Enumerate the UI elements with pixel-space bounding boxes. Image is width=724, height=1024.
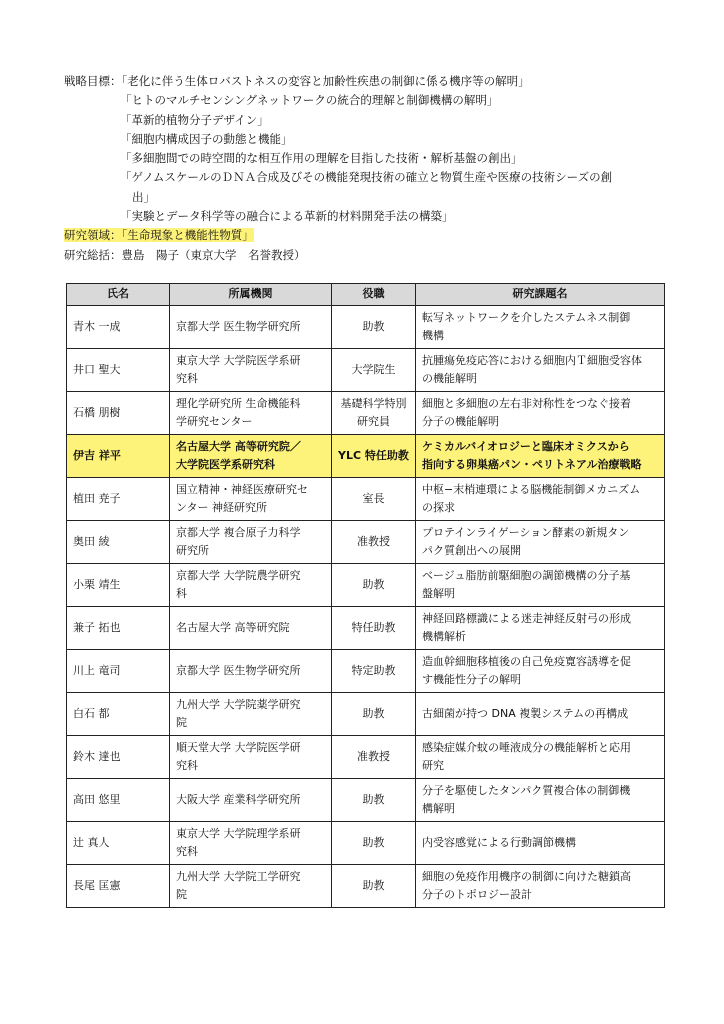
institution-line: 究科 bbox=[176, 372, 198, 385]
position-cell bbox=[332, 306, 416, 349]
position-cell bbox=[332, 822, 416, 865]
research-title-line: 中枢−末梢連環による脳機能制御メカニズム bbox=[422, 482, 641, 496]
researcher-name bbox=[67, 392, 170, 435]
institution-cell bbox=[170, 392, 332, 435]
institution-cell bbox=[170, 564, 332, 607]
institution-line: 京都大学 複合原子力科学 bbox=[176, 525, 301, 539]
research-title-cell bbox=[416, 607, 665, 650]
research-title-line: 分子のトポロジー設計 bbox=[422, 888, 532, 901]
research-title-cell bbox=[416, 392, 665, 435]
goal-item: 「ゲノムスケールのＤＮＡ合成及びその機能発現技術の確立と物質生産や医療の技術シーズの創 bbox=[120, 170, 613, 185]
researcher-name bbox=[67, 435, 170, 478]
researcher-name-text: 鈴木 達也 bbox=[73, 749, 121, 763]
researcher-name-text: 奥田 綾 bbox=[73, 534, 110, 548]
institution-line: 究科 bbox=[176, 845, 198, 858]
research-area: 研究領域：「生命現象と機能性物質」 bbox=[64, 228, 254, 243]
institution-line: 京都大学 医生物学研究所 bbox=[176, 663, 301, 677]
position-cell bbox=[332, 865, 416, 908]
researcher-name-text: 石橋 朋樹 bbox=[73, 405, 121, 419]
researcher-name bbox=[67, 822, 170, 865]
position-text: 特定助教 bbox=[351, 663, 396, 677]
research-title-cell bbox=[416, 435, 665, 478]
institution-line: 学研究センター bbox=[176, 415, 253, 428]
institution-line: 九州大学 大学院薬学研究 bbox=[176, 697, 301, 711]
research-title-line: 構解明 bbox=[422, 802, 455, 815]
researcher-name-text: 伊吉 祥平 bbox=[73, 448, 121, 462]
table-row bbox=[67, 435, 665, 478]
table-row bbox=[67, 865, 665, 908]
research-title-line: 研究 bbox=[422, 759, 444, 772]
goal-item: 「多細胞間での時空間的な相互作用の理解を目指した技術・解析基盤の創出」 bbox=[120, 151, 523, 166]
column-header-name: 氏名 bbox=[67, 284, 170, 306]
research-title-cell bbox=[416, 736, 665, 779]
institution-line: 理化学研究所 生命機能科 bbox=[176, 396, 301, 410]
research-title-cell bbox=[416, 521, 665, 564]
goal-item-continuation: 出」 bbox=[132, 189, 155, 204]
research-title-line: 機構 bbox=[422, 329, 444, 342]
institution-cell bbox=[170, 478, 332, 521]
position-cell bbox=[332, 693, 416, 736]
research-title-cell bbox=[416, 306, 665, 349]
institution-line: 京都大学 医生物学研究所 bbox=[176, 319, 301, 333]
position-cell bbox=[332, 564, 416, 607]
institution-cell bbox=[170, 521, 332, 564]
research-title-line: 分子の機能解明 bbox=[422, 415, 499, 428]
researcher-name bbox=[67, 779, 170, 822]
position-cell bbox=[332, 650, 416, 693]
position-cell bbox=[332, 349, 416, 392]
institution-line: 院 bbox=[176, 716, 187, 729]
goal-item: 「実験とデータ科学等の融合による革新的材料開発手法の構築」 bbox=[120, 209, 454, 224]
institution-cell bbox=[170, 865, 332, 908]
table-row bbox=[67, 736, 665, 779]
table-row bbox=[67, 779, 665, 822]
institution-line: 大学院医学系研究科 bbox=[176, 458, 275, 471]
research-title-line: の探求 bbox=[422, 501, 455, 514]
researcher-name bbox=[67, 650, 170, 693]
institution-line: 院 bbox=[176, 888, 187, 901]
institution-cell bbox=[170, 693, 332, 736]
research-title-cell bbox=[416, 822, 665, 865]
research-title-line: 造血幹細胞移植後の自己免疫寛容誘導を促 bbox=[422, 654, 631, 668]
institution-cell bbox=[170, 736, 332, 779]
institution-cell bbox=[170, 306, 332, 349]
researcher-name-text: 小栗 靖生 bbox=[73, 577, 121, 591]
researcher-name-text: 白石 都 bbox=[73, 706, 110, 720]
research-title-line: 転写ネットワークを介したステムネス制御 bbox=[422, 310, 631, 324]
institution-cell bbox=[170, 822, 332, 865]
research-title-line: プロテインライゲーション酵素の新規タン bbox=[422, 525, 630, 539]
researcher-name-text: 井口 聖大 bbox=[73, 362, 121, 376]
institution-line: 東京大学 大学院医学系研 bbox=[176, 353, 301, 367]
position-cell bbox=[332, 779, 416, 822]
institution-line: 京都大学 大学院農学研究 bbox=[176, 568, 301, 582]
researcher-name-text: 青木 一成 bbox=[73, 319, 121, 333]
institution-line: 東京大学 大学院理学系研 bbox=[176, 826, 301, 840]
research-title-line: パク質創出への展開 bbox=[422, 544, 521, 557]
position-text: 特任助教 bbox=[351, 620, 396, 634]
institution-cell bbox=[170, 607, 332, 650]
research-title-line: 内受容感覚による行動調節機構 bbox=[422, 835, 576, 849]
goal-item: 「革新的植物分子デザイン」 bbox=[120, 112, 269, 127]
table-row bbox=[67, 564, 665, 607]
research-title-line: 機構解析 bbox=[422, 630, 466, 643]
position-text: 助教 bbox=[362, 706, 385, 720]
institution-line: 研究所 bbox=[176, 544, 209, 557]
goal-label: 戦略目標： bbox=[64, 74, 122, 88]
research-title-line: 感染症媒介蚊の唾液成分の機能解析と応用 bbox=[422, 740, 631, 754]
position-text: 助教 bbox=[362, 792, 385, 806]
position-text: 助教 bbox=[362, 835, 385, 849]
institution-cell bbox=[170, 435, 332, 478]
research-title-line: す機能性分子の解明 bbox=[422, 673, 521, 686]
institution-cell bbox=[170, 779, 332, 822]
researcher-name bbox=[67, 564, 170, 607]
research-title-line: 指向する卵巣癌パン・ペリトネアル治療戦略 bbox=[422, 458, 642, 471]
table-header-row bbox=[67, 284, 665, 306]
researcher-name-text: 辻 真人 bbox=[73, 835, 110, 849]
research-title-cell bbox=[416, 865, 665, 908]
goal-line bbox=[64, 72, 612, 91]
institution-cell bbox=[170, 349, 332, 392]
table-row bbox=[67, 349, 665, 392]
institution-line: 国立精神・神経医療研究セ bbox=[176, 482, 308, 496]
position-text: 基礎科学特別研究員 bbox=[340, 396, 407, 428]
document-header bbox=[64, 72, 612, 265]
table-row bbox=[67, 521, 665, 564]
research-title-line: ベージュ脂肪前駆細胞の調節機構の分子基 bbox=[422, 568, 631, 582]
research-title-line: 古細菌が持つ DNA 複製システムの再構成 bbox=[422, 706, 629, 720]
institution-line: 科 bbox=[176, 587, 187, 600]
column-header-title: 研究課題名 bbox=[416, 284, 665, 306]
research-title-line: 分子を駆使したタンパク質複合体の制御機 bbox=[422, 783, 631, 797]
position-cell bbox=[332, 521, 416, 564]
goal-item: 「細胞内構成因子の動態と機能」 bbox=[120, 131, 293, 146]
research-title-line: 細胞の免疫作用機序の制御に向けた糖鎖高 bbox=[422, 869, 631, 883]
institution-line: 順天堂大学 大学院医学研 bbox=[176, 740, 301, 754]
goal-item: 「老化に伴う生体ロバストネスの変容と加齢性疾患の制御に係る機序等の解明」 bbox=[121, 74, 530, 88]
position-text: 室長 bbox=[362, 491, 385, 505]
researcher-name-text: 長尾 匡憲 bbox=[73, 878, 121, 892]
researcher-name bbox=[67, 306, 170, 349]
position-cell bbox=[332, 736, 416, 779]
researcher-name bbox=[67, 693, 170, 736]
position-text: 助教 bbox=[362, 319, 385, 333]
column-header-position: 役職 bbox=[332, 284, 416, 306]
research-title-cell bbox=[416, 564, 665, 607]
researcher-name-text: 高田 悠里 bbox=[73, 792, 121, 806]
researcher-name bbox=[67, 865, 170, 908]
table-row bbox=[67, 650, 665, 693]
researcher-name-text: 植田 尭子 bbox=[73, 491, 121, 505]
researcher-name bbox=[67, 607, 170, 650]
table-row bbox=[67, 607, 665, 650]
position-text: 准教授 bbox=[357, 534, 390, 548]
column-header-institution: 所属機関 bbox=[170, 284, 332, 306]
researcher-name-text: 川上 竜司 bbox=[73, 663, 121, 677]
research-title-line: 細胞と多細胞の左右非対称性をつなぐ接着 bbox=[422, 396, 631, 410]
research-title-line: 盤解明 bbox=[422, 587, 455, 600]
institution-line: ンター 神経研究所 bbox=[176, 501, 268, 514]
table-row bbox=[67, 392, 665, 435]
position-cell bbox=[332, 392, 416, 435]
position-text: 大学院生 bbox=[351, 362, 396, 376]
position-cell bbox=[332, 435, 416, 478]
table-row bbox=[67, 478, 665, 521]
researcher-name bbox=[67, 521, 170, 564]
table-row bbox=[67, 306, 665, 349]
research-title-cell bbox=[416, 779, 665, 822]
researcher-name bbox=[67, 349, 170, 392]
research-title-line: 神経回路標識による迷走神経反射弓の形成 bbox=[422, 611, 631, 625]
institution-line: 名古屋大学 高等研究院 bbox=[176, 620, 290, 634]
research-title-cell bbox=[416, 478, 665, 521]
institution-cell bbox=[170, 650, 332, 693]
research-supervisor: 研究総括：豊島 陽子（東京大学 名誉教授） bbox=[64, 247, 306, 262]
researcher-name-text: 兼子 拓也 bbox=[73, 620, 121, 634]
institution-line: 究科 bbox=[176, 759, 198, 772]
position-text: 助教 bbox=[362, 878, 385, 892]
position-cell bbox=[332, 478, 416, 521]
researcher-table bbox=[66, 283, 665, 908]
institution-line: 九州大学 大学院工学研究 bbox=[176, 869, 301, 883]
institution-line: 名古屋大学 高等研究院／ bbox=[176, 439, 301, 453]
researcher-name bbox=[67, 736, 170, 779]
research-title-cell bbox=[416, 693, 665, 736]
researcher-name bbox=[67, 478, 170, 521]
institution-line: 大阪大学 産業科学研究所 bbox=[176, 792, 301, 806]
table-row bbox=[67, 822, 665, 865]
research-title-cell bbox=[416, 650, 665, 693]
goal-item: 「ヒトのマルチセンシングネットワークの統合的理解と制御機構の解明」 bbox=[120, 93, 499, 108]
research-title-line: 抗腫瘍免疫応答における細胞内Ｔ細胞受容体 bbox=[422, 353, 642, 367]
research-title-cell bbox=[416, 349, 665, 392]
position-text: 助教 bbox=[362, 577, 385, 591]
research-title-line: ケミカルバイオロジーと臨床オミクスから bbox=[422, 439, 630, 453]
position-cell bbox=[332, 607, 416, 650]
table-row bbox=[67, 693, 665, 736]
research-title-line: の機能解明 bbox=[422, 372, 477, 385]
position-text: 准教授 bbox=[357, 749, 390, 763]
position-text: YLC 特任助教 bbox=[338, 448, 409, 462]
